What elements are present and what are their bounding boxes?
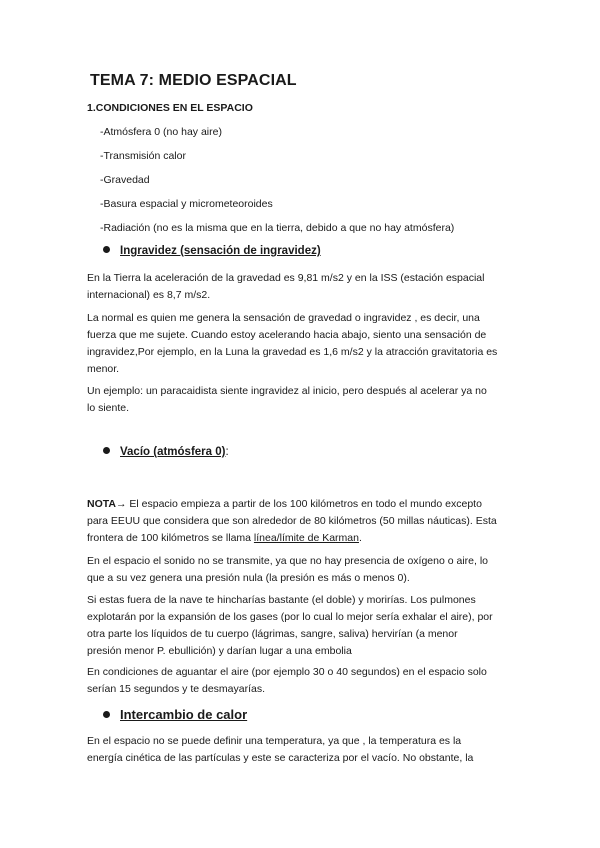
nota-text: El espacio empieza a partir de los 100 kilómetros en todo el mundo excepto: [126, 498, 482, 510]
vacio-paragraph-3: [87, 592, 517, 660]
text-line: internacional) es 8,7 m/s2.: [87, 289, 211, 301]
text-line: Un ejemplo: un paracaidista siente ingravidez al inicio, pero después al acelerar ya no: [87, 385, 487, 397]
vacio-heading-label: Vacío (atmósfera 0): [120, 446, 226, 458]
condition-item: -Gravedad: [100, 174, 150, 186]
bullet-icon: [103, 447, 110, 454]
text-line: para EEUU que considera que son alrededor de 80 kilómetros (50 millas náuticas). Esta: [87, 515, 497, 527]
text-line: En el espacio no se puede definir una temperatura, ya que , la temperatura es la: [87, 735, 462, 747]
text-line: menor.: [87, 363, 120, 375]
text-line: energía cinética de las partículas y este se caracteriza por el vacío. No obstante, la: [87, 752, 474, 764]
text-line: En condiciones de aguantar el aire (por ejemplo 30 o 40 segundos) en el espacio solo: [87, 666, 487, 678]
text-line: que a su vez genera una presión nula (la presión es más o menos 0).: [87, 572, 410, 584]
nota-text: frontera de 100 kilómetros se llama: [87, 532, 254, 544]
text-line: Si estas fuera de la nave te hincharías bastante (el doble) y morirías. Los pulmones: [87, 594, 476, 606]
condition-item: -Atmósfera 0 (no hay aire): [100, 126, 222, 138]
calor-heading-label: Intercambio de calor: [120, 707, 248, 722]
ingravidez-paragraph-3: [87, 383, 517, 417]
ingravidez-paragraph-2: [87, 310, 517, 378]
nota-text: .: [358, 532, 362, 544]
vacio-paragraph-4: [87, 664, 517, 698]
text-line: serían 15 segundos y te desmayarías.: [87, 683, 266, 695]
vacio-heading-suffix: :: [225, 446, 229, 458]
vacio-nota: [87, 496, 517, 547]
text-line: presión menor P. ebullición) y darían lugar a una embolia: [87, 645, 352, 657]
bullet-icon: [103, 246, 110, 253]
ingravidez-heading-label: Ingravidez (sensación de ingravidez): [120, 245, 321, 257]
karman-line-link: línea/límite de Karman: [253, 532, 359, 544]
nota-label: NOTA: [87, 498, 116, 510]
text-line: La normal es quien me genera la sensación de gravedad o ingravidez , es decir, una: [87, 312, 480, 324]
vacio-heading: [103, 446, 229, 458]
text-line: lo siente.: [87, 402, 130, 414]
page-title: TEMA 7: MEDIO ESPACIAL: [90, 72, 297, 89]
text-line: En el espacio el sonido no se transmite, ya que no hay presencia de oxígeno o aire, lo: [87, 555, 489, 567]
calor-paragraph-1: [87, 733, 517, 767]
text-line: otra parte los líquidos de tu cuerpo (lágrimas, sangre, saliva) hervirían (a menor: [87, 628, 458, 640]
ingravidez-paragraph-1: [87, 270, 517, 304]
condition-item: -Transmisión calor: [100, 150, 186, 162]
section-heading: 1.CONDICIONES EN EL ESPACIO: [87, 102, 253, 114]
vacio-paragraph-2: [87, 553, 517, 587]
condition-item: -Radiación (no es la misma que en la tierra, debido a que no hay atmósfera): [100, 222, 455, 234]
text-line: explotarán por la expansión de los gases (por lo cual lo mejor sería exhalar el aire), por: [87, 611, 493, 623]
bullet-icon: [103, 711, 110, 718]
condition-item: -Basura espacial y micrometeoroides: [100, 198, 273, 210]
text-line: En la Tierra la aceleración de la gravedad es 9,81 m/s2 y en la ISS (estación espacial: [87, 272, 485, 284]
arrow-icon: →: [115, 498, 127, 510]
ingravidez-heading: [103, 245, 321, 257]
text-line: [87, 496, 517, 513]
text-line: ingravidez,Por ejemplo, en la Luna la gravedad es 1,6 m/s2 y la atracción gravitatoria es: [87, 346, 498, 358]
calor-heading: [103, 707, 247, 722]
text-line: fuerza que me sujete. Cuando estoy acelerando hacia abajo, siento una sensación de: [87, 329, 487, 341]
text-line: [87, 530, 517, 547]
